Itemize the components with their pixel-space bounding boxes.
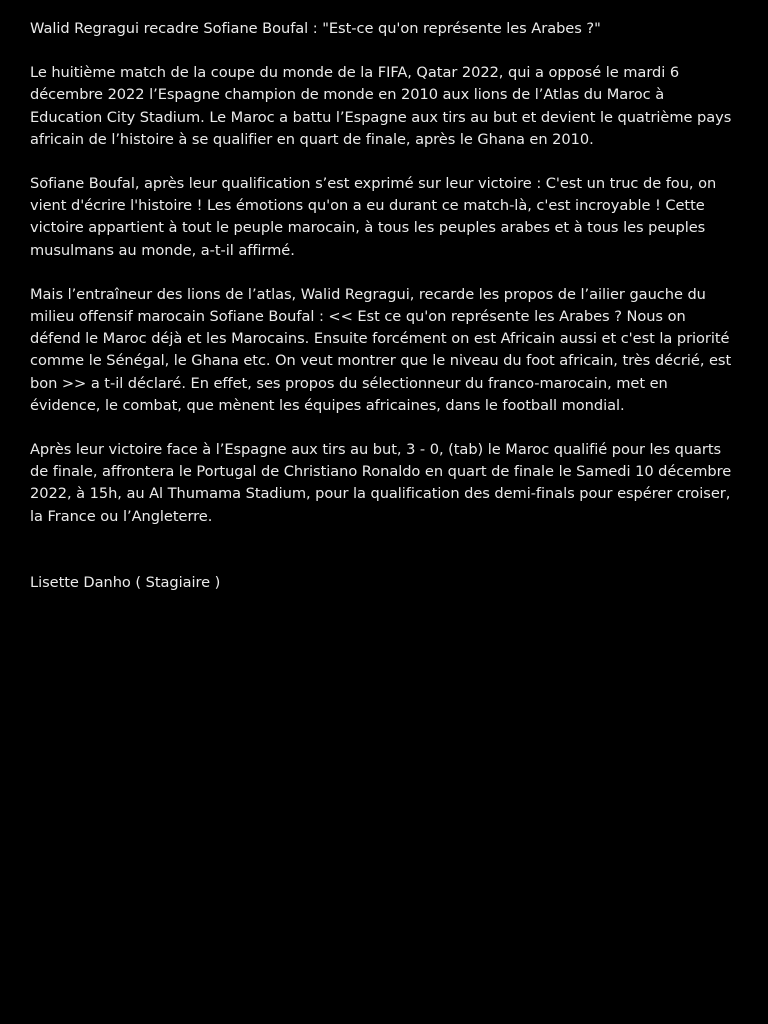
article-author: Lisette Danho ( Stagiaire ) xyxy=(30,573,221,591)
article-paragraph-4: Après leur victoire face à l’Espagne aux tirs au but, 3 - 0, (tab) le Maroc qualifié pour les quarts de finale, affrontera le Portugal de Christiano Ronaldo en quart de finale le Samedi 10 décembre 2022, à 15h, au Al Thumama Stadium, pour la qualification des demi-finals pour espérer croiser, la France ou l’Angleterre. xyxy=(30,441,732,525)
article-body xyxy=(30,18,740,616)
article-paragraph-2: Sofiane Boufal, après leur qualification s’est exprimé sur leur victoire : C'est un truc de fou, on vient d'écrire l'histoire ! Les émotions qu'on a eu durant ce match-là, c'est incroyable ! Cette victoire appartient à tout le peuple marocain, à tous les peuples arabes et à tous les peuples musulmans au monde, a-t-il affirmé. xyxy=(30,175,717,259)
article-headline: Walid Regragui recadre Sofiane Boufal : "Est-ce qu'on représente les Arabes ?" xyxy=(30,20,601,37)
article-paragraph-1: Le huitième match de la coupe du monde de la FIFA, Qatar 2022, qui a opposé le mardi 6 décembre 2022 l’Espagne champion de monde en 2010 aux lions de l’Atlas du Maroc à Education City Stadium. Le Maroc a battu l’Espagne aux tirs au but et devient le quatrième pays africain de l’histoire à se qualifier en quart de finale, après le Ghana en 2010. xyxy=(30,64,732,148)
article-paragraph-3: Mais l’entraîneur des lions de l’atlas, Walid Regragui, recarde les propos de l’ailier gauche du milieu offensif marocain Sofiane Boufal : << Est ce qu'on représente les Arabes ? Nous on défend le Maroc déjà et les Marocains. Ensuite forcément on est Africain aussi et c'est la priorité comme le Sénégal, le Ghana etc. On veut montrer que le niveau du foot africain, très décrié, est bon >> a t-il déclaré. En effet, ses propos du sélectionneur du franco-marocain, met en évidence, le combat, que mènent les équipes africaines, dans le football mondial. xyxy=(30,285,732,414)
